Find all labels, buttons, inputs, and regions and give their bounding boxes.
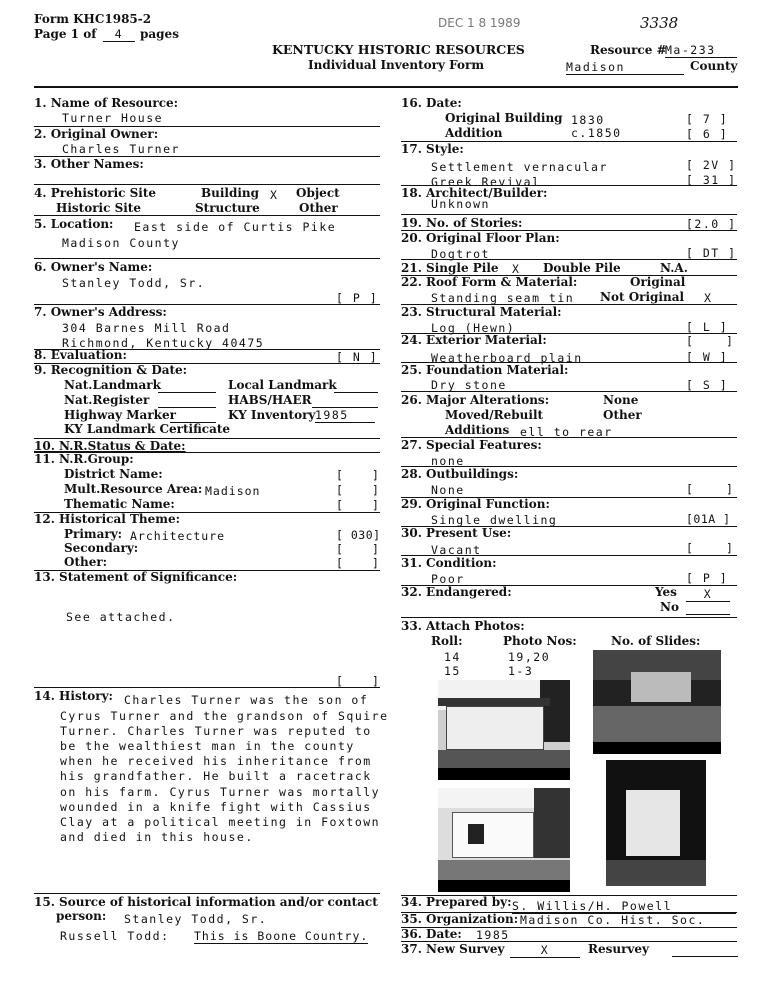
field-2-value: Charles Turner — [62, 142, 180, 156]
field-19-code: [2.0 ] — [686, 217, 737, 231]
addition-value: c.1850 — [571, 126, 622, 140]
history-line: Charles Turner was the son of — [124, 693, 369, 707]
divider — [401, 617, 737, 618]
photo-nos-2: 1-3 — [508, 664, 534, 678]
prehistoric-site-label: 4. Prehistoric Site — [34, 186, 157, 200]
roof-not-original-mark: X — [704, 291, 713, 305]
photo-house-trees — [593, 650, 721, 754]
blank-line — [334, 392, 378, 393]
field-5-value-1: East side of Curtis Pike — [134, 220, 337, 234]
field-3-label: 3. Other Names: — [34, 157, 144, 171]
photo-nos-label: Photo Nos: — [503, 634, 577, 648]
ky-inventory-label: KY Inventory — [228, 408, 316, 422]
field-9-label: 9. Recognition & Date: — [34, 363, 188, 377]
style-code-1: [ 2V ] — [686, 158, 737, 172]
resource-label: Resource # — [590, 43, 667, 57]
object-label: Object — [296, 186, 340, 200]
field-1-label: 1. Name of Resource: — [34, 96, 179, 110]
photo-window — [468, 824, 484, 844]
field-21-label: 21. Single Pile — [401, 261, 499, 275]
photo-film-strip — [438, 880, 570, 892]
field-28-value: None — [431, 483, 465, 497]
field-24-value: Weatherboard plain — [431, 351, 583, 365]
county-value: Madison — [566, 60, 684, 75]
form-subtitle: Individual Inventory Form — [308, 58, 485, 72]
field-15-person-label: person: — [56, 909, 107, 923]
field-29-code: [01A ] — [686, 512, 731, 526]
field-6-label: 6. Owner's Name: — [34, 260, 153, 274]
double-pile-label: Double Pile — [543, 261, 621, 275]
field-15-value-2a: Russell Todd: — [60, 929, 170, 943]
resource-number: Ma-233 — [665, 43, 737, 58]
field-12-label: 12. Historical Theme: — [34, 512, 181, 526]
ky-landmark-label: KY Landmark Certificate — [64, 422, 231, 436]
photo-house-side — [438, 788, 570, 892]
field-1-value: Turner House — [62, 111, 164, 125]
field-15-label: 15. Source of historical information and/or contact — [34, 895, 378, 909]
field-20-label: 20. Original Floor Plan: — [401, 231, 560, 245]
field-24-code: [ W ] — [686, 350, 729, 364]
field-15-value-2b: This is Boone Country. — [194, 929, 369, 943]
divider — [401, 259, 737, 260]
endangered-yes-label: Yes — [655, 585, 677, 599]
bracket-close: ] — [372, 483, 381, 497]
field-16-label: 16. Date: — [401, 96, 462, 110]
bracket-close: ] — [726, 482, 735, 496]
habs-label: HABS/HAER — [228, 393, 312, 407]
bracket-close: ] — [726, 541, 735, 555]
field-31-value: Poor — [431, 572, 465, 586]
blank-line — [686, 614, 730, 615]
history-line: be the wealthiest man in the county — [60, 739, 355, 753]
district-name-label: District Name: — [64, 467, 163, 481]
field-7-value-2: Richmond, Kentucky 40475 — [62, 336, 265, 350]
field-11-label: 11. N.R.Group: — [34, 452, 134, 466]
ky-inventory-value: 1985 — [315, 408, 375, 423]
divider — [34, 184, 380, 185]
photo-nos-1: 19,20 — [508, 650, 551, 664]
building-mark: X — [270, 188, 279, 202]
field-13-label: 13. Statement of Significance: — [34, 570, 238, 584]
photo-tree — [534, 788, 570, 858]
page-total: 4 — [103, 27, 135, 42]
pages-word: pages — [140, 27, 179, 41]
history-line: when he received his inheritance from — [60, 754, 372, 768]
thematic-name-label: Thematic Name: — [64, 497, 175, 511]
field-34-value: S. Willis/H. Powell — [512, 899, 736, 914]
field-18-value: Unknown — [431, 197, 490, 211]
original-building-code: [ 7 ] — [686, 112, 729, 126]
mult-resource-label: Mult.Resource Area: — [64, 482, 203, 496]
other-label: Other — [299, 201, 338, 215]
bracket-close: ] — [726, 334, 735, 348]
field-5-value-2: Madison County — [62, 236, 180, 250]
field-23-value: Log (Hewn) — [431, 321, 516, 335]
local-landmark-label: Local Landmark — [228, 378, 337, 392]
photo-wall — [452, 812, 534, 858]
blank-line — [158, 392, 216, 393]
history-line: his grandfather. He built a racetrack — [60, 769, 372, 783]
field-28-label: 28. Outbuildings: — [401, 467, 519, 481]
building-label: Building — [201, 186, 260, 200]
field-22-label: 22. Roof Form & Material: — [401, 275, 578, 289]
field-30-value: Vacant — [431, 543, 482, 557]
bracket-open: [ — [336, 468, 345, 482]
primary-code: [ 030] — [336, 528, 381, 542]
field-36-label: 36. Date: — [401, 927, 462, 941]
history-line: Cyrus Turner and the grandson of Squire — [60, 709, 389, 723]
bracket-close: ] — [372, 468, 381, 482]
history-line: Turner. Charles Turner was reputed to — [60, 724, 372, 738]
field-7-value-1: 304 Barnes Mill Road — [62, 321, 231, 335]
divider — [401, 214, 737, 215]
field-29-value: Single dwelling — [431, 513, 558, 527]
field-17-label: 17. Style: — [401, 142, 464, 156]
style-value-1: Settlement vernacular — [431, 160, 608, 174]
field-7-label: 7. Owner's Address: — [34, 305, 167, 319]
field-26-label: 26. Major Alterations: — [401, 393, 550, 407]
photo-house-front — [438, 680, 570, 780]
field-20-code: [ DT ] — [686, 246, 737, 260]
blank-line — [672, 956, 738, 957]
mult-resource-value: Madison — [205, 484, 261, 498]
field-13-value: See attached. — [66, 610, 176, 624]
field-27-label: 27. Special Features: — [401, 438, 542, 452]
bracket-open: [ — [686, 482, 695, 496]
bracket-close: ] — [372, 556, 381, 570]
history-line: on his farm. Cyrus Turner was mortally — [60, 785, 381, 799]
divider — [34, 687, 380, 688]
roof-original-label: Original — [630, 275, 686, 289]
bracket-open: [ — [336, 542, 345, 556]
structure-label: Structure — [195, 201, 260, 215]
field-32-label: 32. Endangered: — [401, 585, 512, 599]
other-theme-label: Other: — [64, 555, 108, 569]
bracket-open: [ — [686, 541, 695, 555]
divider — [34, 215, 380, 216]
field-6-code: [ P ] — [336, 291, 379, 305]
photo-film-strip — [593, 742, 721, 754]
photo-gable — [626, 790, 680, 856]
form-title: KENTUCKY HISTORIC RESOURCES — [272, 42, 525, 57]
roof-not-original-label: Not Original — [600, 290, 685, 304]
divider — [34, 258, 380, 259]
endangered-yes-mark: X — [686, 587, 730, 602]
field-23-code: [ L ] — [686, 320, 729, 334]
bracket-open: [ — [336, 556, 345, 570]
bracket-open: [ — [336, 483, 345, 497]
history-line: Clay at a political meeting in Foxtown — [60, 815, 381, 829]
field-35-value: Madison Co. Hist. Soc. — [520, 913, 706, 927]
photo-roof — [438, 698, 550, 706]
endangered-no-label: No — [660, 600, 679, 614]
original-building-value: 1830 — [571, 113, 605, 127]
roll-1: 14 — [444, 650, 461, 664]
addition-code: [ 6 ] — [686, 127, 729, 141]
bracket-open: [ — [336, 498, 345, 512]
moved-rebuilt-label: Moved/Rebuilt — [445, 408, 544, 422]
field-6-value: Stanley Todd, Sr. — [62, 276, 206, 290]
history-line: wounded in a knife fight with Cassius — [60, 800, 372, 814]
photo-facade — [446, 706, 544, 750]
field-25-value: Dry stone — [431, 378, 507, 392]
additions-label: Additions — [445, 423, 510, 437]
nat-landmark-label: Nat.Landmark — [64, 378, 161, 392]
field-25-label: 25. Foundation Material: — [401, 363, 569, 377]
history-line: and died in this house. — [60, 830, 254, 844]
field-14-label: 14. History: — [34, 689, 113, 703]
field-36-value: 1985 — [476, 928, 510, 942]
addition-label: Addition — [445, 126, 503, 140]
highway-marker-label: Highway Marker — [64, 408, 176, 422]
divider — [401, 391, 737, 392]
field-29-label: 29. Original Function: — [401, 497, 550, 511]
new-survey-mark: X — [510, 943, 580, 958]
divider — [34, 893, 380, 894]
page-label: Page 1 of — [34, 27, 97, 41]
county-label: County — [690, 59, 738, 73]
header-rule — [34, 86, 738, 88]
bracket-open: [ — [336, 674, 345, 688]
roll-label: Roll: — [431, 634, 463, 648]
field-8-code: [ N ] — [336, 350, 379, 364]
photo-house — [631, 672, 691, 702]
style-code-2: [ 31 ] — [686, 173, 737, 187]
original-building-label: Original Building — [445, 111, 563, 125]
slides-label: No. of Slides: — [611, 634, 701, 648]
field-27-value: none — [431, 454, 465, 468]
photo-ground — [438, 860, 570, 880]
field-23-label: 23. Structural Material: — [401, 305, 562, 319]
field-35-label: 35. Organization: — [401, 912, 519, 926]
photo-lawn — [593, 706, 721, 742]
field-8-label: 8. Evaluation: — [34, 348, 127, 362]
field-24-label: 24. Exterior Material: — [401, 333, 547, 347]
photo-ground — [438, 750, 570, 768]
field-37-label: 37. New Survey — [401, 942, 505, 956]
field-30-label: 30. Present Use: — [401, 526, 512, 540]
alterations-other-label: Other — [603, 408, 642, 422]
primary-label: Primary: — [64, 527, 123, 541]
field-33-label: 33. Attach Photos: — [401, 619, 525, 633]
field-18-label: 18. Architect/Builder: — [401, 186, 548, 200]
photo-house-end — [606, 760, 706, 886]
alterations-none-label: None — [603, 393, 639, 407]
bracket-close: ] — [372, 498, 381, 512]
received-stamp: DEC 1 8 1989 — [438, 16, 521, 30]
roof-value: Standing seam tin — [431, 291, 575, 305]
field-31-label: 31. Condition: — [401, 556, 497, 570]
photo-film-strip — [438, 768, 570, 780]
additions-value: ell to rear — [520, 425, 613, 439]
single-pile-mark: X — [512, 262, 521, 276]
na-label: N.A. — [660, 261, 688, 275]
photo-tree — [540, 680, 570, 742]
field-25-code: [ S ] — [686, 378, 729, 392]
historic-site-label: Historic Site — [56, 201, 141, 215]
secondary-label: Secondary: — [64, 541, 139, 555]
form-id: Form KHC1985-2 — [34, 12, 152, 26]
handwritten-number: 3338 — [640, 14, 679, 32]
field-31-code: [ P ] — [686, 571, 729, 585]
primary-value: Architecture — [130, 529, 226, 543]
field-5-label: 5. Location: — [34, 217, 114, 231]
field-2-label: 2. Original Owner: — [34, 127, 159, 141]
resurvey-label: Resurvey — [588, 942, 649, 956]
field-15-value-1: Stanley Todd, Sr. — [124, 912, 268, 926]
field-34-label: 34. Prepared by: — [401, 895, 512, 909]
bracket-open: [ — [686, 334, 695, 348]
bracket-close: ] — [372, 542, 381, 556]
bracket-close: ] — [372, 674, 381, 688]
style-value-2: Greek Revival — [431, 175, 541, 189]
field-20-value: Dogtrot — [431, 247, 490, 261]
field-19-label: 19. No. of Stories: — [401, 216, 523, 230]
roll-2: 15 — [444, 664, 461, 678]
field-10-label: 10. N.R.Status & Date: — [34, 439, 186, 453]
nat-register-label: Nat.Register — [64, 393, 150, 407]
photo-ground — [606, 860, 706, 886]
